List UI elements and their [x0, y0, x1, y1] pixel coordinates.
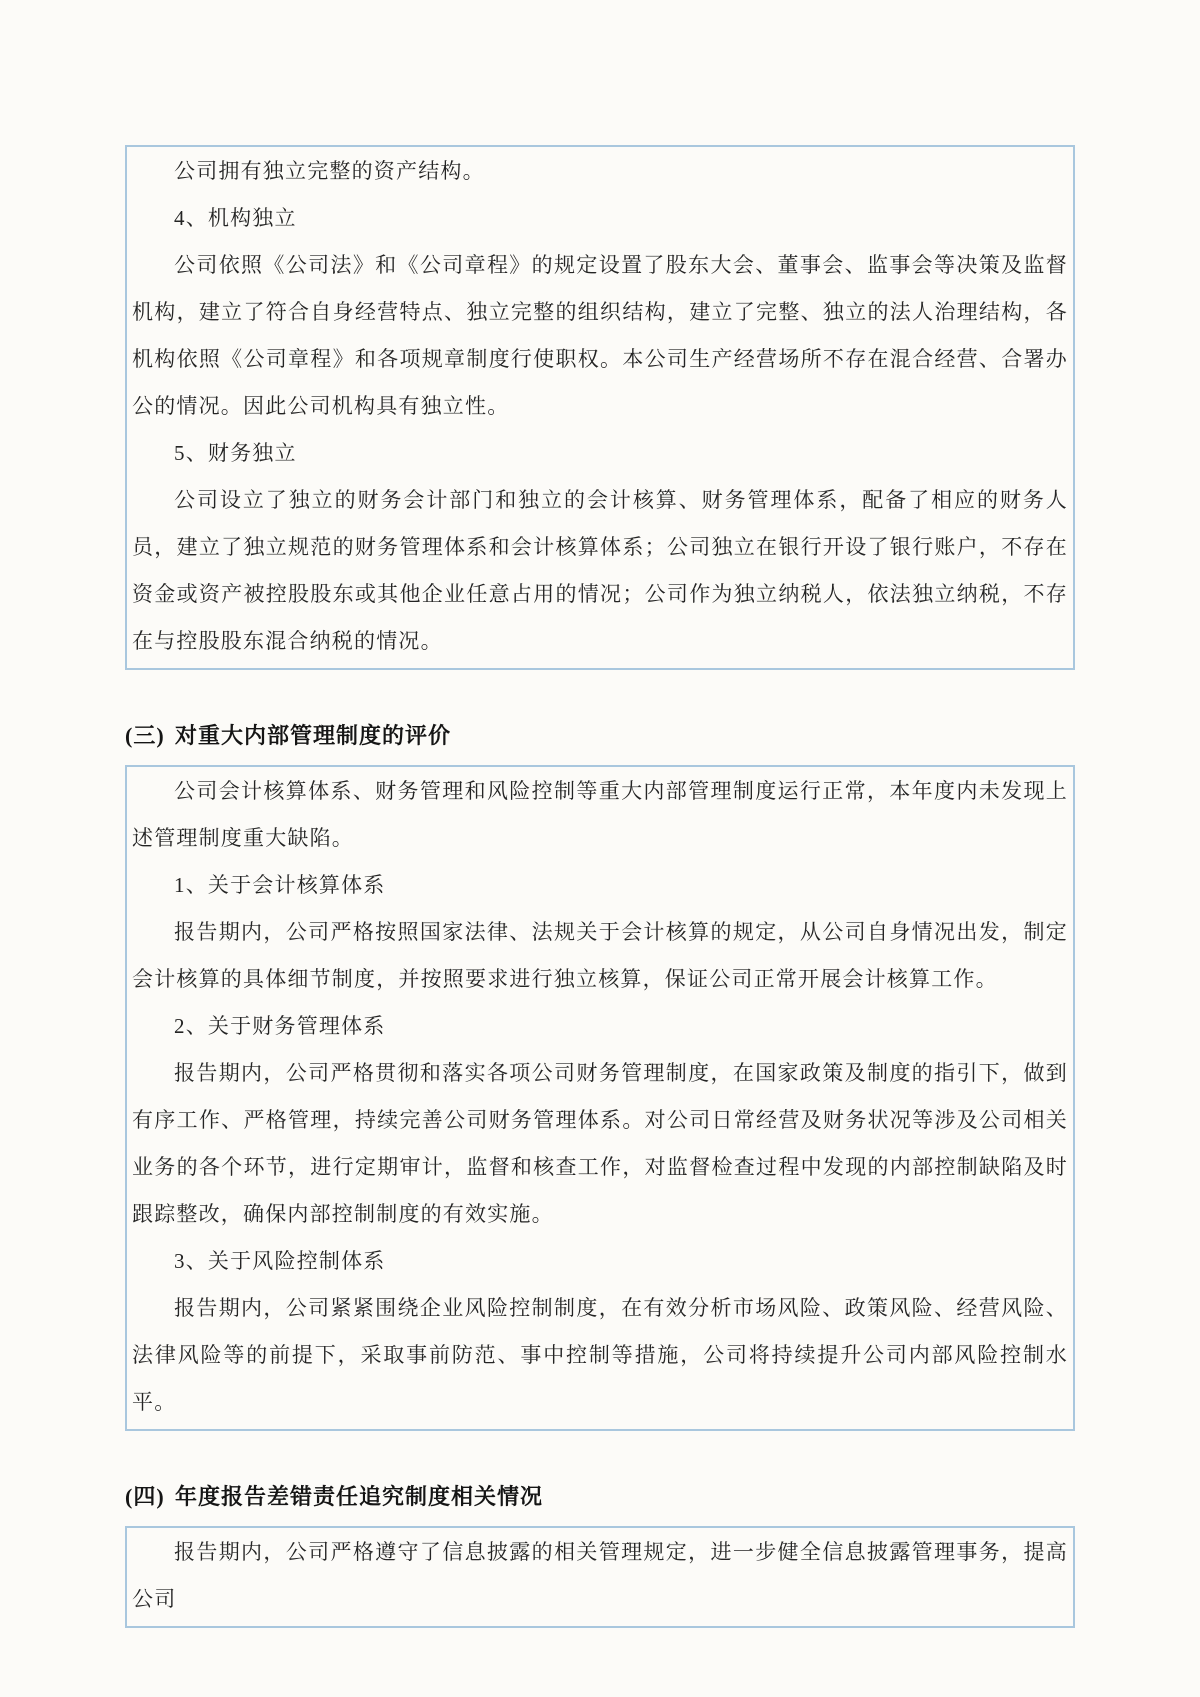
sub-heading-4-organizational-independence: 4、机构独立 — [174, 206, 297, 230]
independence-text-box — [125, 145, 1075, 670]
section-number: (四) — [125, 1484, 165, 1509]
sub-heading-2-financial-management-system: 2、关于财务管理体系 — [174, 1014, 386, 1038]
sub-heading-5-financial-independence: 5、财务独立 — [174, 441, 297, 465]
section-heading-three — [125, 719, 1075, 750]
paragraph: 报告期内，公司严格遵守了信息披露的相关管理规定，进一步健全信息披露管理事务，提高公司 — [132, 1540, 1068, 1611]
paragraph: 公司拥有独立完整的资产结构。 — [174, 159, 485, 183]
error-accountability-text-box — [125, 1526, 1075, 1628]
internal-management-text-box — [125, 765, 1075, 1431]
paragraph: 公司依照《公司法》和《公司章程》的规定设置了股东大会、董事会、监事会等决策及监督机构，建立了符合自身经营特点、独立完整的组织结构，建立了完整、独立的法人治理结构，各机构依照《公司章程》和各项规章制度行使职权。本公司生产经营场所不存在混合经营、合署办公的情况。因此公司机构具有独立性。 — [132, 253, 1068, 418]
sub-heading-1-accounting-system: 1、关于会计核算体系 — [174, 873, 386, 897]
paragraph: 公司会计核算体系、财务管理和风险控制等重大内部管理制度运行正常，本年度内未发现上述管理制度重大缺陷。 — [132, 779, 1068, 850]
paragraph: 公司设立了独立的财务会计部门和独立的会计核算、财务管理体系，配备了相应的财务人员，建立了独立规范的财务管理体系和会计核算体系；公司独立在银行开设了银行账户，不存在资金或资产被控股股东或其他企业任意占用的情况；公司作为独立纳税人，依法独立纳税，不存在与控股股东混合纳税的情况。 — [132, 488, 1068, 653]
paragraph: 报告期内，公司严格按照国家法律、法规关于会计核算的规定，从公司自身情况出发，制定会计核算的具体细节制度，并按照要求进行独立核算，保证公司正常开展会计核算工作。 — [132, 920, 1068, 991]
section-heading-four — [125, 1480, 1075, 1511]
sub-heading-3-risk-control-system: 3、关于风险控制体系 — [174, 1249, 386, 1273]
section-number: (三) — [125, 723, 165, 748]
paragraph: 报告期内，公司严格贯彻和落实各项公司财务管理制度，在国家政策及制度的指引下，做到有序工作、严格管理，持续完善公司财务管理体系。对公司日常经营及财务状况等涉及公司相关业务的各个环节，进行定期审计，监督和核查工作，对监督检查过程中发现的内部控制缺陷及时跟踪整改，确保内部控制制度的有效实施。 — [132, 1061, 1068, 1226]
section-title: 对重大内部管理制度的评价 — [175, 723, 452, 748]
paragraph: 报告期内，公司紧紧围绕企业风险控制制度，在有效分析市场风险、政策风险、经营风险、法律风险等的前提下，采取事前防范、事中控制等措施，公司将持续提升公司内部风险控制水平。 — [132, 1296, 1068, 1414]
section-title: 年度报告差错责任追究制度相关情况 — [175, 1484, 544, 1509]
